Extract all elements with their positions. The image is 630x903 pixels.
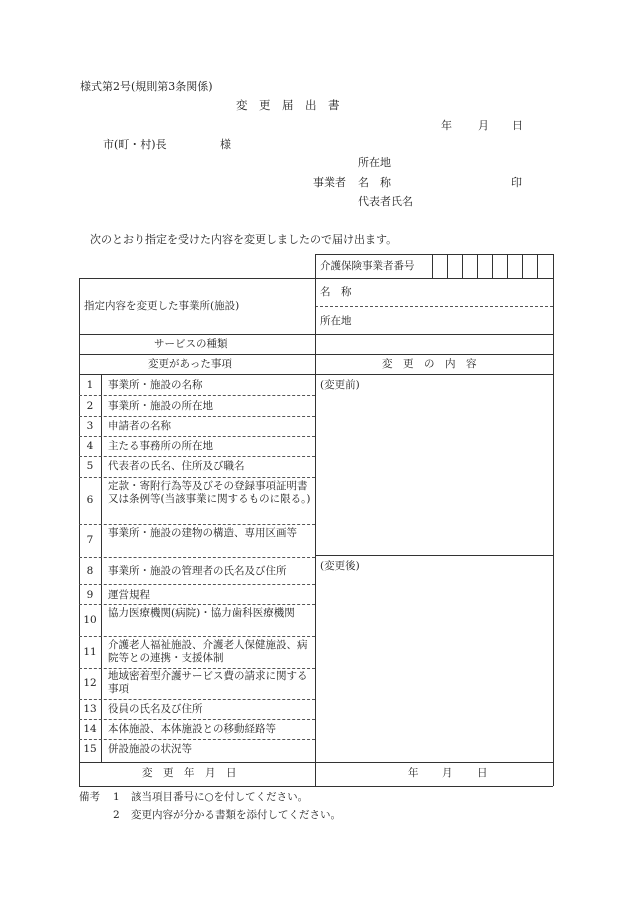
item-number: 15 <box>83 743 97 755</box>
change-date-month: 月 <box>442 767 453 779</box>
item-text: 事業所・施設の名称 <box>108 379 203 391</box>
addressee-city: 市(町・村)長 <box>103 138 167 151</box>
applicant-address-label: 所在地 <box>358 156 391 169</box>
item-text: 申請者の名称 <box>108 420 171 432</box>
note-text: 該当項目番号に○を付してください。 <box>131 791 309 803</box>
service-type-label: サービスの種類 <box>154 338 228 350</box>
item-text: 主たる事務所の所在地 <box>108 440 213 452</box>
item-text: 役員の氏名及び住所 <box>108 703 203 715</box>
item-text: 協力医療機関(病院)・協力歯科医療機関 <box>108 607 295 619</box>
item-text: 事業所・施設の管理者の氏名及び住所 <box>108 565 287 577</box>
change-date-label: 変 更 年 月 日 <box>142 767 237 779</box>
item-text: 事業所・施設の所在地 <box>108 400 213 412</box>
item-text: 併設施設の状況等 <box>108 743 192 755</box>
item-text: 本体施設、本体施設との移動経路等 <box>108 723 276 735</box>
item-number: 10 <box>83 614 97 626</box>
change-content-header: 変 更 の 内 容 <box>382 358 477 370</box>
date-day: 日 <box>512 119 523 132</box>
date-month: 月 <box>478 119 489 132</box>
item-number: 5 <box>86 460 94 472</box>
intro-text: 次のとおり指定を受けた内容を変更しましたので届け出ます。 <box>90 233 398 246</box>
form-number: 様式第2号(規則第3条関係) <box>80 80 213 93</box>
item-text: 定款・寄附行為等及びその登録事項証明書又は条例等(当該事業に関するものに限る。) <box>108 480 311 505</box>
item-number: 14 <box>83 723 97 735</box>
addressee-honorific: 様 <box>220 138 231 151</box>
changed-office-label: 指定内容を変更した事業所(施設) <box>84 300 240 312</box>
document-title: 変 更 届 出 書 <box>236 98 340 112</box>
item-number: 1 <box>86 379 94 391</box>
date-year: 年 <box>441 119 452 132</box>
change-date-year: 年 <box>408 767 419 779</box>
item-text: 事業所・施設の建物の構造、専用区画等 <box>108 527 297 539</box>
item-number: 8 <box>86 565 94 577</box>
item-number: 3 <box>86 420 94 432</box>
office-address-label: 所在地 <box>320 315 352 327</box>
notes-label: 備考 <box>79 791 100 803</box>
item-number: 11 <box>83 646 97 658</box>
item-text: 介護老人福祉施設、介護老人保健施設、病院等との連携・支援体制 <box>108 639 308 664</box>
applicant-name-label: 名 称 <box>358 176 391 189</box>
note-number: 1 <box>113 791 120 803</box>
change-date-day: 日 <box>477 767 488 779</box>
note-number: 2 <box>113 809 120 821</box>
office-name-label: 名 称 <box>320 286 352 298</box>
item-number: 9 <box>86 589 94 601</box>
seal-mark: 印 <box>511 176 522 189</box>
insurer-number-label: 介護保険事業者番号 <box>320 260 415 272</box>
after-label: (変更後) <box>320 560 360 572</box>
item-number: 12 <box>83 677 97 689</box>
item-text: 代表者の氏名、住所及び職名 <box>108 460 245 472</box>
item-number: 6 <box>86 494 94 506</box>
item-text: 運営規程 <box>108 589 150 601</box>
item-text: 地域密着型介護サービス費の請求に関する事項 <box>108 670 308 695</box>
note-text: 変更内容が分かる書類を添付してください。 <box>131 809 341 821</box>
item-number: 7 <box>86 534 94 546</box>
item-number: 2 <box>86 400 94 412</box>
before-label: (変更前) <box>320 379 360 391</box>
item-number: 4 <box>86 440 94 452</box>
changed-items-header: 変更があった事項 <box>148 358 232 370</box>
representative-label: 代表者氏名 <box>358 195 413 208</box>
applicant-label: 事業者 <box>313 176 346 189</box>
item-number: 13 <box>83 703 97 715</box>
